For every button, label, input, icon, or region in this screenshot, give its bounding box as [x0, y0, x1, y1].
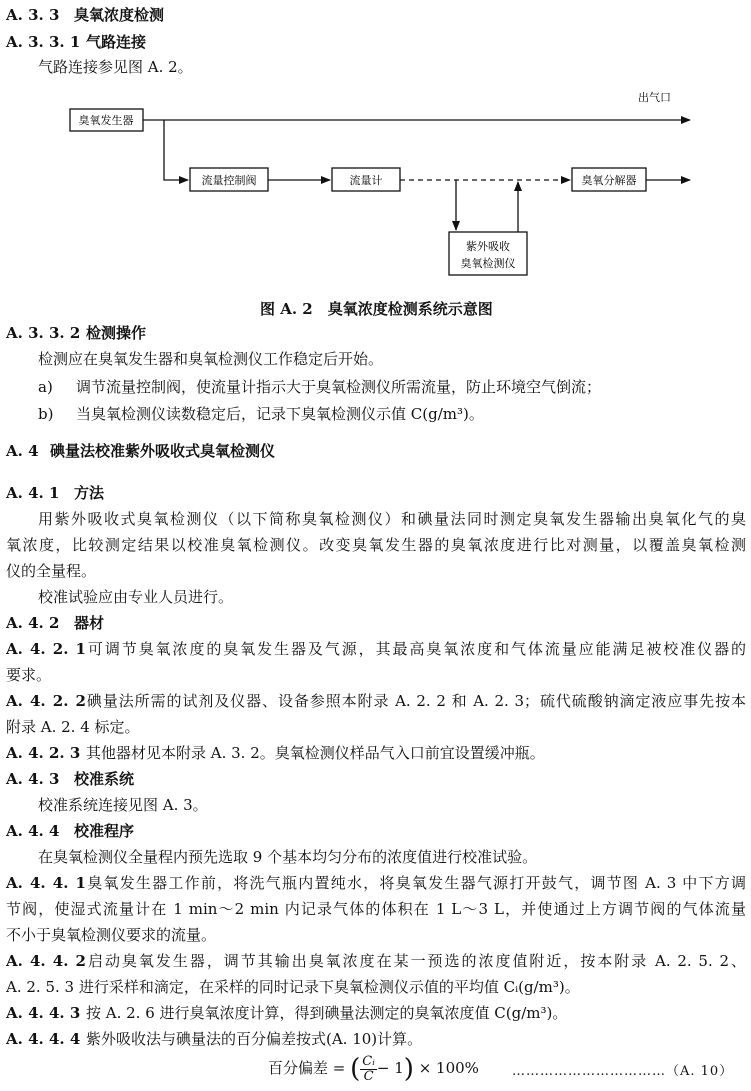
section-heading-a333: A. 3. 3 臭氧浓度检测: [6, 6, 165, 24]
section-heading-a4: A. 4 碘量法校准紫外吸收式臭氧检测仪: [6, 442, 276, 460]
paragraph-a444: A. 4. 4. 4 紫外吸收法与碘量法的百分偏差按式(A. 10)计算。: [6, 1030, 423, 1048]
paragraph-a421-line1: A. 4. 2. 1可调节臭氧浓度的臭氧发生器及气源，其最高臭氧浓度和气体流量应能满足被校准仪器的: [6, 640, 746, 658]
formula-dots: ……………………………: [512, 1064, 666, 1079]
formula-ref: [512, 1060, 733, 1079]
formula-lhs: 百分偏差: [268, 1059, 329, 1077]
section-heading-a44: A. 4. 4 校准程序: [6, 822, 135, 840]
paragraph-a441-line2: 节阀，使湿式流量计在 1 min～2 min 内记录气体的体积在 1 L～3 L，并使通过上方调节阀的气体流量: [6, 900, 746, 918]
paragraph-a423: A. 4. 2. 3 其他器材见本附录 A. 3. 2。臭氧检测仪样品气入口前宜设置缓冲瓶。: [6, 744, 545, 762]
formula-number: （A. 10）: [666, 1064, 734, 1079]
paragraph-a442-line1: A. 4. 4. 2启动臭氧发生器，调节其输出臭氧浓度在某一预选的浓度值附近，按本附录 A. 2. 5. 2、: [6, 952, 746, 970]
section-heading-a3331: A. 3. 3. 1 气路连接: [6, 33, 147, 51]
formula-denominator: C: [363, 1068, 374, 1084]
paragraph-a442-line2: A. 2. 5. 3 进行采样和滴定，在采样的同时记录下臭氧检测仪示值的平均值 Cᵢ(g/m³)。: [6, 978, 580, 996]
list-item-b: b) 当臭氧检测仪读数稳定后，记录下臭氧检测仪示值 C(g/m³)。: [38, 405, 484, 423]
paragraph-method-line2: 氧浓度，比较测定结果以校准臭氧检测仪。改变臭氧发生器的臭氧浓度进行比对测量，以覆盖臭氧检测: [6, 536, 746, 554]
paragraph-a422-line2: 附录 A. 2. 4 标定。: [6, 718, 140, 736]
paragraph-a421-line2: 要求。: [6, 666, 52, 684]
paragraph-connection: 气路连接参见图 A. 2。: [38, 58, 193, 76]
formula-times: × 100%: [418, 1059, 479, 1077]
section-heading-a41: A. 4. 1 方法: [6, 484, 105, 502]
formula-a10: 百分偏差 = ( $\frac{\text{Cᵢ}}{C}$ − 1) × 100%: [268, 1053, 479, 1084]
uv-detector-label-line1: 紫外吸收: [466, 240, 510, 253]
paragraph-method-line1: 用紫外吸收式臭氧检测仪（以下简称臭氧检测仪）和碘量法同时测定臭氧发生器输出臭氧化气的臭: [38, 510, 746, 528]
figure-caption: 图 A. 2 臭氧浓度检测系统示意图: [260, 300, 493, 318]
paragraph-system: 校准系统连接见图 A. 3。: [38, 796, 208, 814]
paragraph-start: 检测应在臭氧发生器和臭氧检测仪工作稳定后开始。: [38, 350, 384, 368]
section-heading-a42: A. 4. 2 器材: [6, 614, 105, 632]
section-heading-a43: A. 4. 3 校准系统: [6, 770, 135, 788]
flow-valve-label: 流量控制阀: [201, 174, 257, 187]
paragraph-a441-line3: 不小于臭氧检测仪要求的流量。: [6, 926, 217, 944]
flowmeter-label: 流量计: [349, 174, 383, 187]
formula-minus-one: − 1: [376, 1059, 404, 1077]
paragraph-a441-line1: A. 4. 4. 1臭氧发生器工作前，将洗气瓶内置纯水，将臭氧发生器气源打开鼓气，调节图 A. 3 中下方调: [6, 874, 746, 892]
generator-label: 臭氧发生器: [78, 114, 134, 127]
branch-pipe: [164, 120, 188, 180]
paragraph-method-line3: 仪的全量程。: [6, 562, 97, 580]
paragraph-procedure: 在臭氧检测仪全量程内预先选取 9 个基本均匀分布的浓度值进行校准试验。: [38, 848, 538, 866]
decomposer-label: 臭氧分解器: [581, 174, 637, 187]
outlet-label: 出气口: [638, 91, 671, 104]
paragraph-a422-line1: A. 4. 2. 2碘量法所需的试剂及仪器、设备参照本附录 A. 2. 2 和 A. 2. 3；硫代硫酸钠滴定液应事先按本: [6, 692, 746, 710]
paragraph-a443: A. 4. 4. 3 按 A. 2. 6 进行臭氧浓度计算，得到碘量法测定的臭氧浓度值 C(g/m³)。: [6, 1004, 568, 1022]
paragraph-staff: 校准试验应由专业人员进行。: [38, 588, 234, 606]
formula-fraction: [360, 1055, 377, 1084]
section-heading-a3332: A. 3. 3. 2 检测操作: [6, 324, 147, 342]
formula-numerator: Cᵢ: [362, 1053, 375, 1069]
figure-a2-diagram: [0, 82, 751, 292]
list-item-a: a) 调节流量控制阀，使流量计指示大于臭氧检测仪所需流量，防止环境空气倒流；: [38, 378, 602, 396]
uv-detector-label-line2: 臭氧检测仪: [460, 257, 516, 270]
